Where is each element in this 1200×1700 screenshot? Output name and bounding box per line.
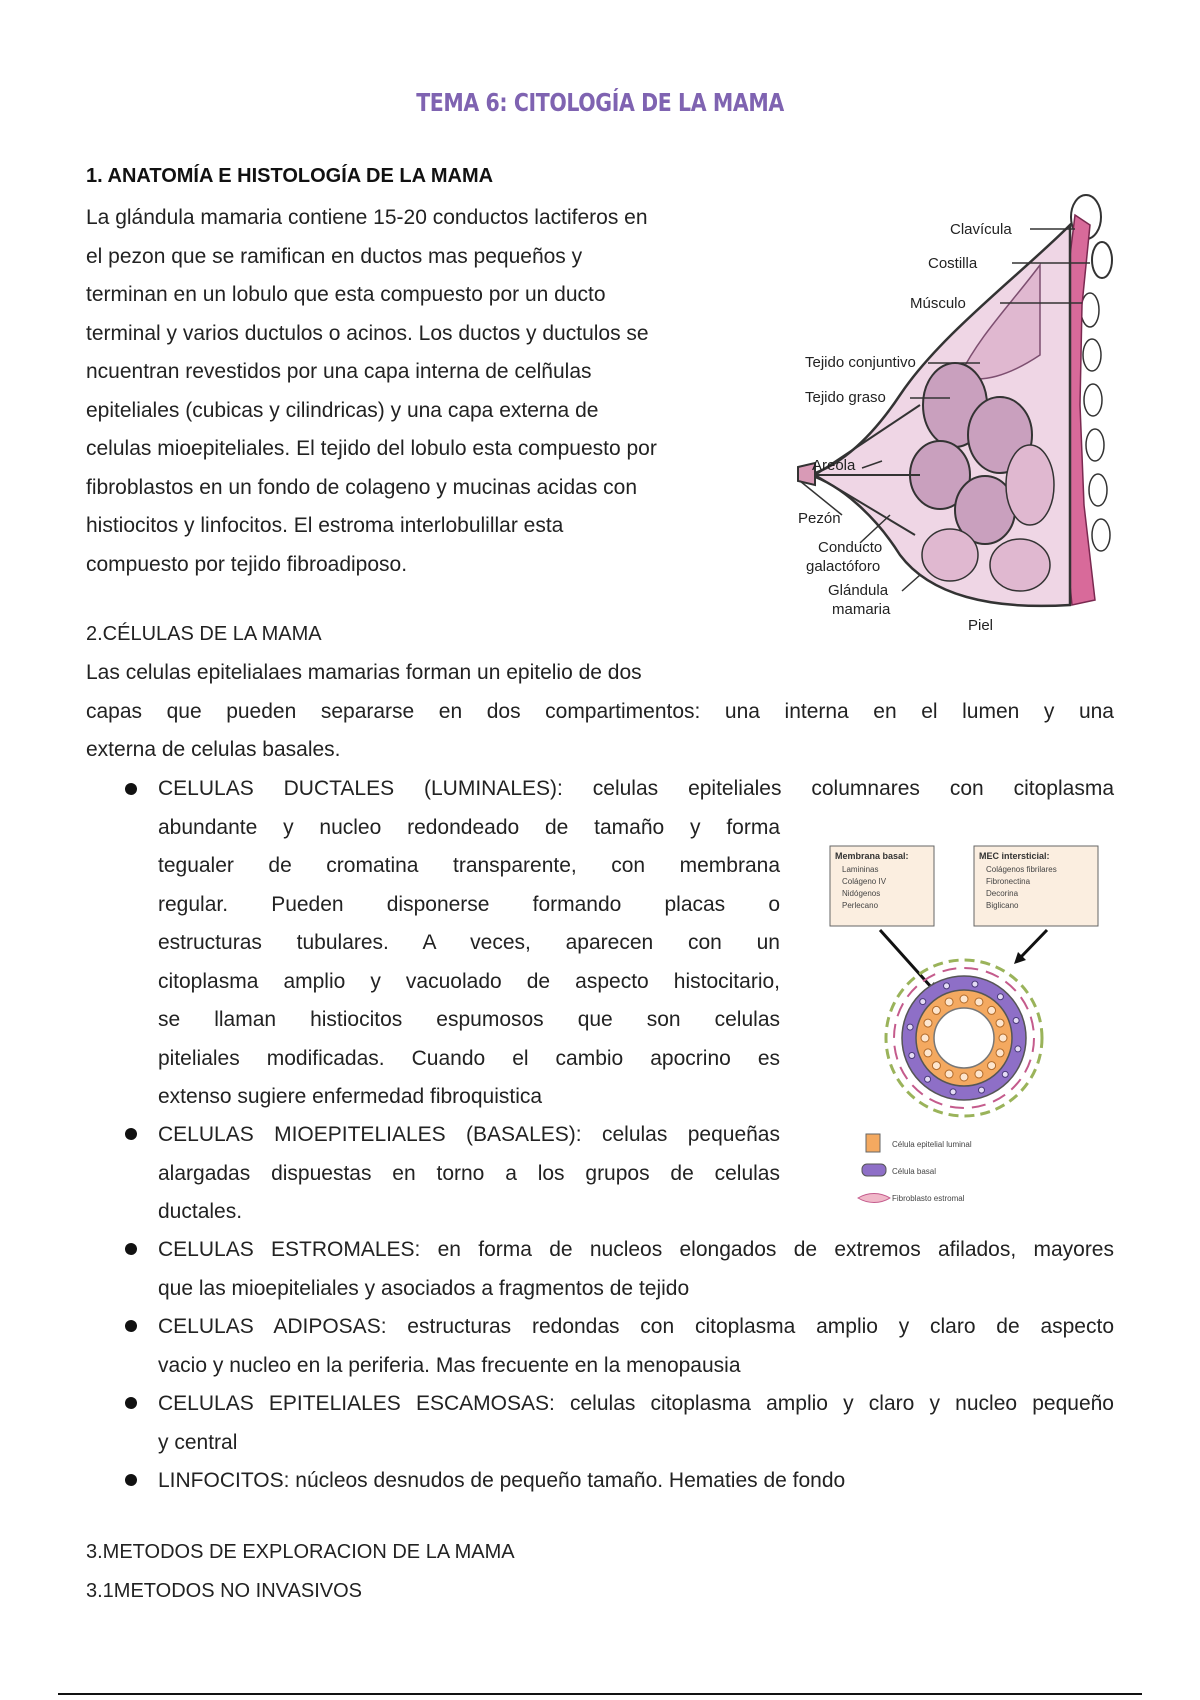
section-2-intro [86, 654, 1114, 770]
lobule [922, 529, 978, 581]
luminal-nucleus [996, 1049, 1004, 1057]
text-line: que las mioepiteliales y asociados a fragmentos de tejido [158, 1276, 690, 1300]
label-musculo: Músculo [910, 295, 966, 312]
text-line: LINFOCITOS: núcleos desnudos de pequeño tamaño. Hematies de fondo [158, 1469, 846, 1492]
text-line: compuesto por tejido fibroadiposo. [86, 552, 408, 576]
basal-nucleus [920, 999, 926, 1005]
bullet-estromales [158, 1231, 1114, 1308]
box-left-item: Perlecano [842, 901, 879, 910]
text-line: citoplasma amplio y vacuolado de aspecto histocitario, [158, 969, 780, 993]
basal-nucleus [1013, 1018, 1019, 1024]
bullet-dot [125, 1474, 137, 1486]
basal-nucleus [1015, 1046, 1021, 1052]
basal-nucleus [1002, 1071, 1008, 1077]
text-line: terminal y varios ductulos o acinos. Los ductos y ductulos se [86, 321, 649, 345]
luminal-nucleus [945, 1070, 953, 1078]
luminal-nucleus [945, 998, 953, 1006]
text-line: abundante y nucleo redondeado de tamaño y forma [158, 815, 780, 839]
rib-bone [1092, 519, 1110, 551]
basal-nucleus [950, 1089, 956, 1095]
bullet-mioepiteliales [158, 1116, 780, 1232]
label-mamaria: mamaria [832, 601, 891, 618]
luminal-nucleus [975, 1070, 983, 1078]
rib-bone [1083, 339, 1101, 371]
rib-bone [1084, 384, 1102, 416]
bullet-dot [125, 1128, 137, 1140]
text-line: se llaman histiocitos espumosos que son celulas [158, 1008, 780, 1031]
section-2-heading: 2.CÉLULAS DE LA MAMA [86, 623, 322, 645]
luminal-nucleus [975, 998, 983, 1006]
legend-fibroblast-label: Fibroblasto estromal [892, 1194, 965, 1203]
rib-bone [1089, 474, 1107, 506]
text-line: CELULAS DUCTALES (LUMINALES): celulas epiteliales columnares con citoplasma [158, 777, 1114, 800]
breast-anatomy-figure [790, 185, 1120, 645]
text-line: celulas mioepiteliales. El tejido del lobulo esta compuesto por [86, 437, 657, 460]
text-line: CELULAS MIOEPITELIALES (BASALES): celulas pequeñas [158, 1123, 780, 1146]
legend-luminal-label: Célula epitelial luminal [892, 1140, 972, 1149]
legend-fibroblast-swatch [858, 1194, 890, 1203]
bullet-escamosas [158, 1385, 1114, 1462]
text-line: extenso sugiere enfermedad fibroquistica [158, 1085, 543, 1108]
section-1-heading: 1. ANATOMÍA E HISTOLOGÍA DE LA MAMA [86, 165, 494, 187]
luminal-nucleus [924, 1049, 932, 1057]
luminal-nucleus [932, 1062, 940, 1070]
luminal-nucleus [988, 1006, 996, 1014]
text-line: ncuentran revestidos por una capa interna de celñulas [86, 360, 592, 383]
duct-cross-section-figure [822, 840, 1122, 1220]
bullet-dot [125, 1243, 137, 1255]
luminal-nucleus [960, 995, 968, 1003]
basal-nucleus [997, 994, 1003, 1000]
luminal-nucleus [921, 1034, 929, 1042]
box-right-item: Biglicano [986, 901, 1019, 910]
text-line: epiteliales (cubicas y cilindricas) y una capa externa de [86, 398, 599, 422]
legend-basal-label: Célula basal [892, 1167, 937, 1176]
text-line: fibroblastos en un fondo de colageno y mucinas acidas con [86, 475, 638, 499]
basal-nucleus [909, 1052, 915, 1058]
box-left-item: Lamininas [842, 865, 879, 874]
label-tejido-graso: Tejido graso [805, 389, 886, 406]
label-tejido-conjuntivo: Tejido conjuntivo [805, 354, 916, 371]
label-pezon: Pezón [798, 510, 841, 527]
text-line: Las celulas epitelialaes mamarias forman un epitelio de dos [86, 661, 642, 684]
bullet-dot [125, 783, 137, 795]
text-line: vacio y nucleo en la periferia. Mas frecuente en la menopausia [158, 1353, 741, 1377]
section-1-paragraph [86, 199, 780, 584]
section-3-subheading: 3.1METODOS NO INVASIVOS [86, 1580, 362, 1602]
lobule [990, 539, 1050, 591]
text-line: externa de celulas basales. [86, 738, 341, 761]
luminal-nucleus [999, 1034, 1007, 1042]
text-line: estructuras tubulares. A veces, aparecen con un [158, 931, 780, 954]
basal-nucleus [925, 1076, 931, 1082]
label-costilla: Costilla [928, 255, 978, 272]
basal-nucleus [972, 981, 978, 987]
text-line: regular. Pueden disponerse formando placas o [158, 892, 780, 916]
page-title: TEMA 6: CITOLOGÍA DE LA MAMA [416, 88, 784, 117]
bullet-dot [125, 1320, 137, 1332]
text-line: La glándula mamaria contiene 15-20 conductos lactiferos en [86, 206, 648, 229]
bullet-linfocitos [158, 1462, 845, 1501]
box-right-item: Colágenos fibrilares [986, 865, 1057, 874]
label-clavicula: Clavícula [950, 221, 1012, 238]
box-left-item: Colágeno IV [842, 877, 887, 886]
lobule [1006, 445, 1054, 525]
box-right-item: Decorina [986, 889, 1019, 898]
bullet-dot [125, 1397, 137, 1409]
label-glandula: Glándula [828, 582, 889, 599]
text-line: capas que pueden separarse en dos compartimentos: una interna en el lumen y una [86, 699, 1114, 723]
text-line: ductales. [158, 1200, 243, 1223]
text-line: terminan en un lobulo que esta compuesto por un ducto [86, 283, 606, 306]
box-right-item: Fibronectina [986, 877, 1031, 886]
legend-basal-swatch [862, 1164, 886, 1176]
text-line: el pezon que se ramifican en ductos mas pequeños y [86, 244, 583, 268]
box-left-title: Membrana basal: [835, 851, 909, 861]
text-line: y central [158, 1430, 238, 1454]
luminal-nucleus [960, 1073, 968, 1081]
footer-divider [58, 1693, 1142, 1695]
rib-bone [1092, 242, 1112, 278]
bullet-adiposas [158, 1308, 1114, 1385]
label-galactoforo: galactóforo [806, 558, 881, 575]
text-line: histiocitos y linfocitos. El estroma interlobulillar esta [86, 514, 564, 537]
rib-bone [1086, 429, 1104, 461]
basal-nucleus [944, 983, 950, 989]
text-line: CELULAS EPITELIALES ESCAMOSAS: celulas citoplasma amplio y claro y nucleo pequeño [158, 1392, 1114, 1415]
section-3-heading: 3.METODOS DE EXPLORACION DE LA MAMA [86, 1541, 515, 1563]
box-right-title: MEC intersticial: [979, 851, 1050, 861]
label-conducto: Conducto [818, 539, 883, 556]
box-left-item: Nidógenos [842, 889, 881, 898]
luminal-nucleus [932, 1006, 940, 1014]
luminal-nucleus [924, 1019, 932, 1027]
rib-bone [1081, 293, 1099, 327]
label-areola: Areola [812, 457, 856, 474]
text-line: CELULAS ESTROMALES: en forma de nucleos elongados de extremos afilados, mayores [158, 1238, 1114, 1261]
text-line: tegualer de cromatina transparente, con membrana [158, 854, 780, 877]
label-piel: Piel [968, 617, 994, 634]
text-line: CELULAS ADIPOSAS: estructuras redondas con citoplasma amplio y claro de aspecto [158, 1315, 1114, 1338]
luminal-nucleus [988, 1062, 996, 1070]
luminal-nucleus [996, 1019, 1004, 1027]
text-line: piteliales modificadas. Cuando el cambio apocrino es [158, 1046, 780, 1070]
basal-nucleus [978, 1087, 984, 1093]
basal-nucleus [907, 1024, 913, 1030]
text-line: alargadas dispuestas en torno a los grupos de celulas [158, 1161, 780, 1185]
legend-luminal-swatch [866, 1134, 880, 1152]
lumen [934, 1008, 994, 1068]
